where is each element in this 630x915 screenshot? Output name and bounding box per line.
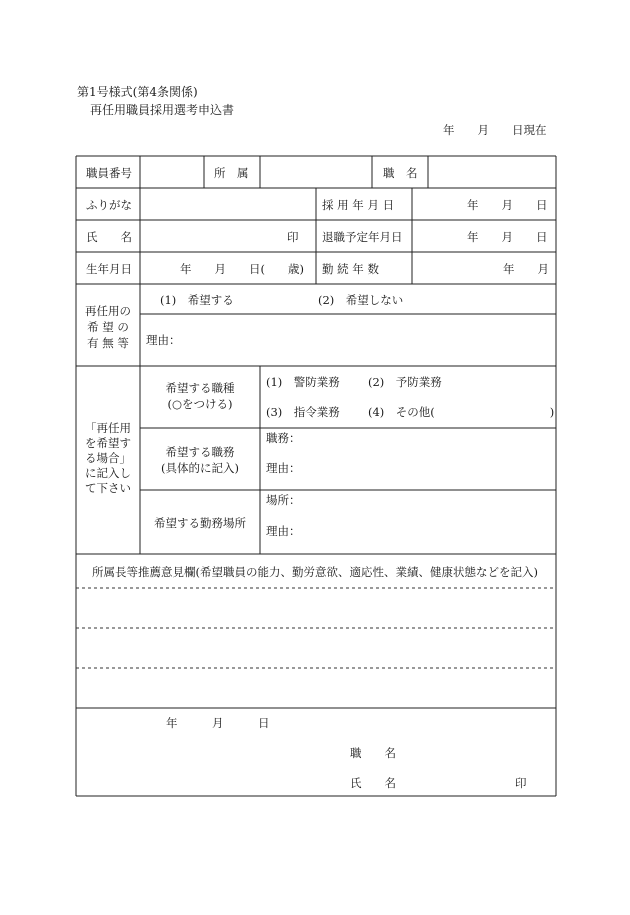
if-wish-label-line-5: て下さい <box>85 481 131 495</box>
date-as-of[interactable]: 年 月 日現在 <box>443 123 547 137</box>
hire-date-field[interactable]: 年 月 日 <box>467 198 548 212</box>
wish-label-line-3: 有 無 等 <box>87 336 129 350</box>
if-wish-label-line-4: に記入し <box>85 466 131 480</box>
if-wish-label-line-3: る場合」 <box>85 451 131 465</box>
duty-field-label: 職務： <box>266 431 301 445</box>
location-reason-label: 理由： <box>266 524 301 538</box>
footer-position-field[interactable] <box>410 740 550 764</box>
footer-date[interactable]: 年 月 日 <box>166 716 270 730</box>
recommendation-field[interactable] <box>77 589 555 707</box>
recommendation-label: 所属長等推薦意見欄(希望職員の能力、勤労意欲、適応性、業績、健康状態などを記入) <box>92 565 538 579</box>
staff-number-field[interactable] <box>141 157 203 187</box>
wish-option-yes[interactable]: (1) 希望する <box>160 293 234 307</box>
job-type-sublabel: (○をつける) <box>167 397 233 411</box>
duty-reason-field[interactable] <box>300 459 554 489</box>
name-field[interactable] <box>141 221 281 251</box>
wish-option-no[interactable]: (2) 希望しない <box>318 293 404 307</box>
name-label: 氏 名 <box>86 230 132 244</box>
duty-sublabel: (具体的に記入) <box>161 461 239 475</box>
affiliation-field[interactable] <box>261 157 371 187</box>
retire-date-field[interactable]: 年 月 日 <box>467 230 548 244</box>
hire-date-label: 採 用 年 月 日 <box>322 198 395 212</box>
staff-number-label: 職員番号 <box>86 166 132 180</box>
location-label: 希望する勤務場所 <box>154 516 246 530</box>
wish-reason-label: 理由： <box>146 333 181 347</box>
form-title: 再任用職員採用選考申込書 <box>90 103 235 117</box>
position-field[interactable] <box>429 157 555 187</box>
position-label: 職 名 <box>383 166 418 180</box>
if-wish-label-line-1: 「再任用 <box>85 421 131 435</box>
location-field-label: 場所： <box>266 493 301 507</box>
retire-date-label: 退職予定年月日 <box>322 230 403 244</box>
service-years-field[interactable]: 年 月 <box>503 262 549 276</box>
birth-date-label: 生年月日 <box>86 262 132 276</box>
wish-label-line-1: 再任用の <box>85 304 131 318</box>
duty-field[interactable] <box>300 429 554 457</box>
wish-reason-field[interactable] <box>190 315 555 365</box>
footer-position-label: 職 名 <box>350 746 396 760</box>
furigana-field[interactable] <box>141 189 315 219</box>
footer-name-label: 氏 名 <box>350 776 396 790</box>
service-years-label: 勤 続 年 数 <box>322 262 379 276</box>
job-type-label: 希望する職種 <box>165 381 235 395</box>
furigana-label: ふりがな <box>86 198 132 212</box>
footer-name-field[interactable] <box>410 770 510 794</box>
birth-date-field[interactable]: 年 月 日( 歳) <box>180 262 304 276</box>
affiliation-label: 所 属 <box>214 166 249 180</box>
duty-reason-label: 理由： <box>266 461 301 475</box>
job-option-1[interactable]: (1) 警防業務 <box>266 375 340 389</box>
duty-label: 希望する職務 <box>165 445 235 459</box>
job-option-3[interactable]: (3) 指令業務 <box>266 405 340 419</box>
location-field[interactable] <box>300 491 554 519</box>
name-seal: 印 <box>287 230 299 244</box>
if-wish-label-line-2: を希望す <box>85 436 131 450</box>
footer-seal: 印 <box>515 776 527 790</box>
job-option-2[interactable]: (2) 予防業務 <box>368 375 442 389</box>
job-option-4[interactable]: (4) その他( ) <box>368 405 555 419</box>
location-reason-field[interactable] <box>300 521 554 553</box>
wish-label-line-2: 希 望 の <box>87 320 129 334</box>
form-number: 第1号様式(第4条関係) <box>77 85 198 99</box>
